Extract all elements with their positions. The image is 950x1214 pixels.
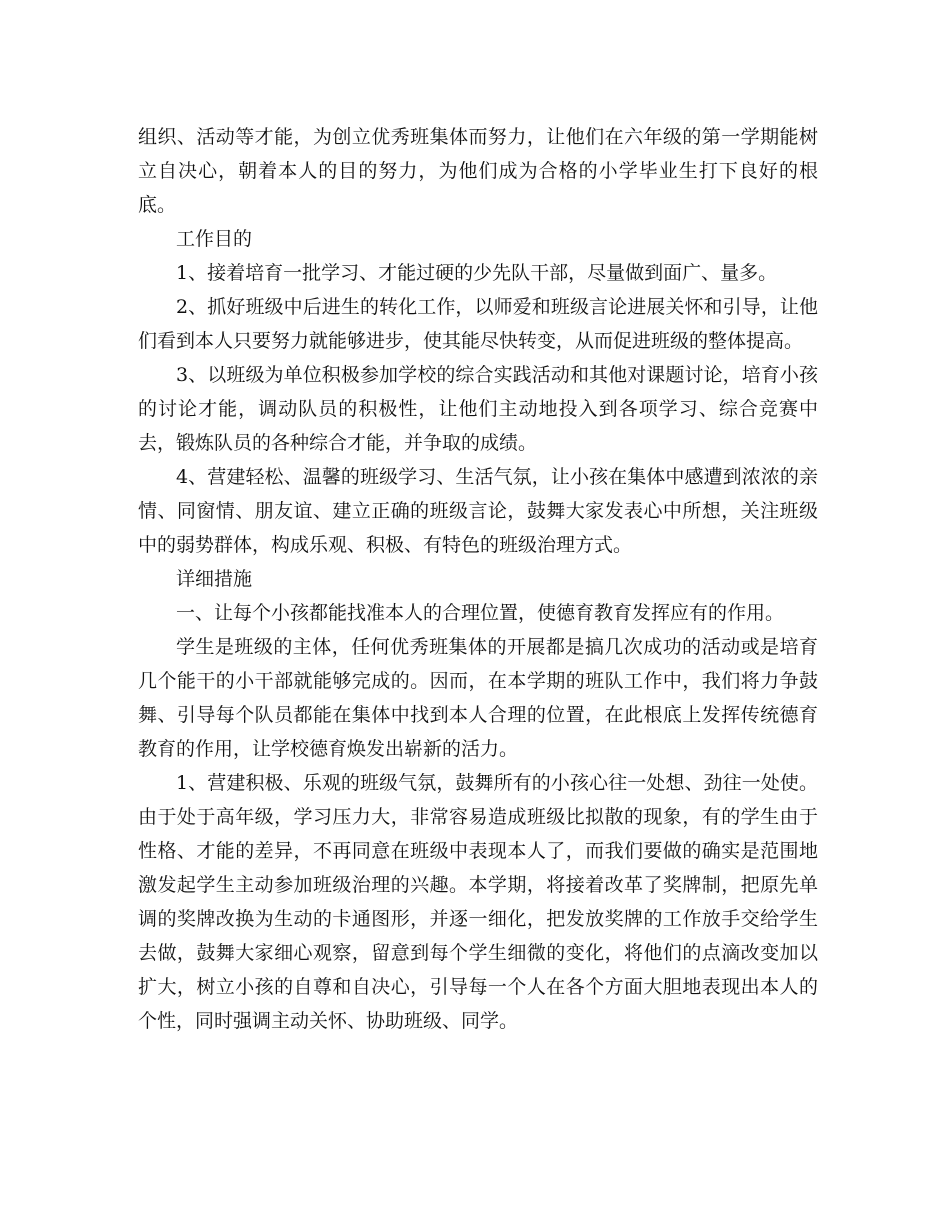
paragraph-measure-1-item-1: 1、营建积极、乐观的班级气氛，鼓舞所有的小孩心往一处想、劲往一处使。由于处于高年级，学习压力大，非常容易造成班级比拟散的现象，有的学生由于性格、才能的差异，不再同意在班级中表现本人了，而我们要做的确实是范围地激发起学生主动参加班级治理的兴趣。本学期，将接着改革了奖牌制，把原先单调的奖牌改换为生动的卡通图形，并逐一细化，把发放奖牌的工作放手交给学生去做，鼓舞大家细心观察，留意到每个学生细微的变化，将他们的点滴改变加以扩大，树立小孩的自尊和自决心，引导每一个人在各个方面大胆地表现出本人的个性，同时强调主动关怀、协助班级、同学。	[138, 772, 818, 1032]
paragraph-goal-4: 4、营建轻松、温馨的班级学习、生活气氛，让小孩在集体中感遭到浓浓的亲情、同窗情、朋友谊、建立正确的班级言论，鼓舞大家发表心中所想，关注班级中的弱势群体，构成乐观、积极、有特色的班级治理方式。	[138, 466, 818, 556]
heading-work-goals: 工作目的	[176, 228, 253, 250]
paragraph-measure-1-title: 一、让每个小孩都能找准本人的合理位置，使德育教育发挥应有的作用。	[176, 602, 785, 624]
paragraph-measure-1-body: 学生是班级的主体，任何优秀班集体的开展都是搞几次成功的活动或是培育几个能干的小干部就能够完成的。因而，在本学期的班队工作中，我们将力争鼓舞、引导每个队员都能在集体中找到本人合理的位置，在此根底上发挥传统德育教育的作用，让学校德育焕发出崭新的活力。	[138, 636, 818, 760]
heading-detailed-measures: 详细措施	[176, 568, 253, 590]
document-body	[138, 120, 818, 1038]
paragraph-goal-1: 1、接着培育一批学习、才能过硬的少先队干部，尽量做到面广、量多。	[176, 262, 778, 284]
paragraph-intro: 组织、活动等才能，为创立优秀班集体而努力，让他们在六年级的第一学期能树立自决心，朝着本人的目的努力，为他们成为合格的小学毕业生打下良好的根底。	[138, 126, 818, 216]
paragraph-goal-2: 2、抓好班级中后进生的转化工作，以师爱和班级言论进展关怀和引导，让他们看到本人只要努力就能够进步，使其能尽快转变，从而促进班级的整体提高。	[138, 296, 818, 352]
paragraph-goal-3: 3、以班级为单位积极参加学校的综合实践活动和其他对课题讨论，培育小孩的讨论才能，调动队员的积极性，让他们主动地投入到各项学习、综合竞赛中去，锻炼队员的各种综合才能，并争取的成绩。	[138, 364, 818, 454]
